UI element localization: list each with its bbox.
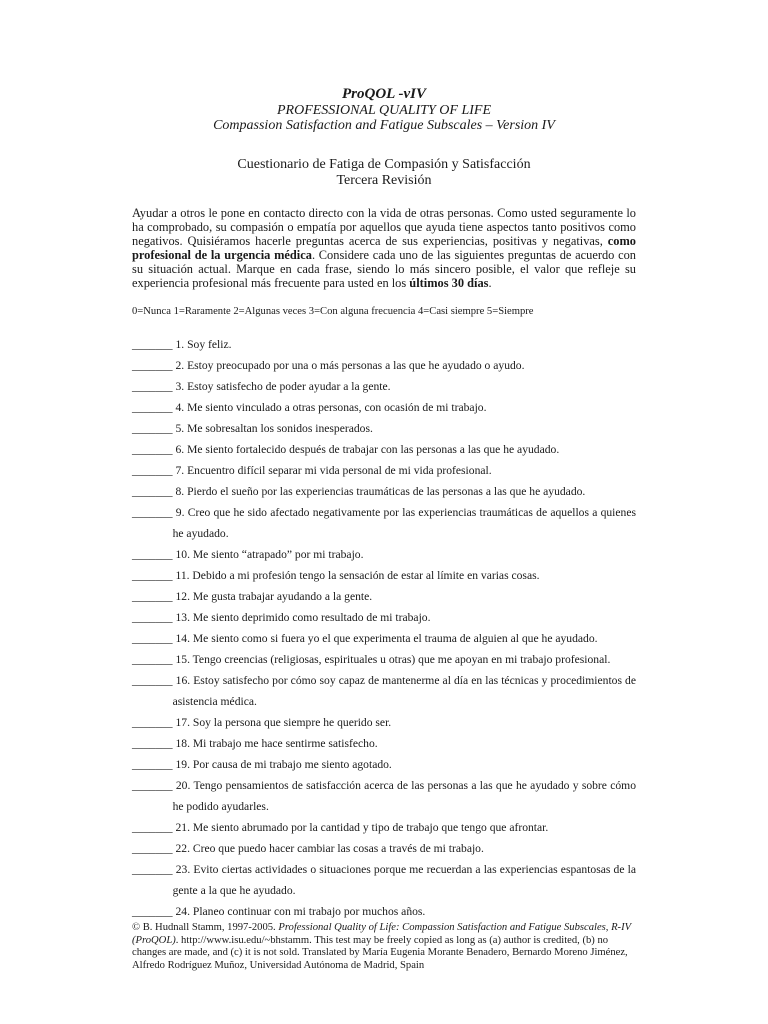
question-text: 10. Me siento “atrapado” por mi trabajo. bbox=[172, 548, 364, 561]
answer-blank[interactable]: _______ bbox=[132, 548, 173, 561]
question-text: 22. Creo que puedo hacer cambiar las cosas a través de mi trabajo. bbox=[172, 842, 484, 855]
spanish-header bbox=[0, 157, 768, 189]
question-text: 21. Me siento abrumado por la cantidad y tipo de trabajo que tengo que afrontar. bbox=[172, 821, 549, 834]
question-item bbox=[132, 838, 636, 859]
answer-blank[interactable]: _______ bbox=[132, 464, 173, 477]
document-subtitle-version: Compassion Satisfaction and Fatigue Subscales – Version IV bbox=[213, 118, 555, 133]
question-item bbox=[132, 586, 636, 607]
question-text: 1. Soy feliz. bbox=[172, 338, 232, 351]
answer-blank[interactable]: _______ bbox=[132, 380, 173, 393]
answer-blank[interactable]: _______ bbox=[132, 590, 173, 603]
answer-blank[interactable]: _______ bbox=[132, 443, 173, 456]
intro-bold-1: como profesional de la urgencia médica bbox=[132, 234, 636, 262]
question-item bbox=[132, 355, 636, 376]
question-text: 23. Evito ciertas actividades o situaciones porque me recuerdan a las experiencias espantosas de la gente a la que he ayudado. bbox=[172, 863, 636, 897]
footer-text-1: © B. Hudnall Stamm, 1997-2005. bbox=[132, 922, 279, 933]
question-text: 13. Me siento deprimido como resultado de mi trabajo. bbox=[172, 611, 431, 624]
document-header bbox=[0, 86, 768, 133]
spanish-title: Cuestionario de Fatiga de Compasión y Satisfacción bbox=[237, 157, 531, 172]
intro-text-3: . bbox=[488, 276, 492, 290]
question-item bbox=[132, 565, 636, 586]
question-item bbox=[132, 754, 636, 775]
question-text: 5. Me sobresaltan los sonidos inesperados. bbox=[172, 422, 373, 435]
question-text: 2. Estoy preocupado por una o más personas a las que he ayudado o ayudo. bbox=[172, 359, 525, 372]
answer-blank[interactable]: _______ bbox=[132, 338, 173, 351]
answer-blank[interactable]: _______ bbox=[132, 401, 173, 414]
answer-blank[interactable]: _______ bbox=[132, 842, 173, 855]
question-text: 8. Pierdo el sueño por las experiencias traumáticas de las personas a las que he ayudado. bbox=[172, 485, 586, 498]
answer-blank[interactable]: _______ bbox=[132, 653, 173, 666]
document-subtitle: PROFESSIONAL QUALITY OF LIFE bbox=[276, 103, 492, 118]
question-text: 12. Me gusta trabajar ayudando a la gente. bbox=[172, 590, 373, 603]
intro-text-1: Ayudar a otros le pone en contacto directo con la vida de otras personas. Como usted seguramente lo ha comprobado, su compasión o empatía por aquellos que ayuda tiene aspectos tanto positivos como negativos. Quisiéramos hacerle preguntas acerca de sus experiencias, positivas y negativas, bbox=[132, 206, 636, 248]
question-item bbox=[132, 628, 636, 649]
question-item bbox=[132, 460, 636, 481]
answer-blank[interactable]: _______ bbox=[132, 779, 173, 792]
question-item bbox=[132, 502, 636, 544]
question-text: 9. Creo que he sido afectado negativamente por las experiencias traumáticas de aquellos a quienes he ayudado. bbox=[172, 506, 636, 540]
question-item bbox=[132, 334, 636, 355]
question-item bbox=[132, 817, 636, 838]
question-text: 17. Soy la persona que siempre he querido ser. bbox=[172, 716, 392, 729]
answer-blank[interactable]: _______ bbox=[132, 485, 173, 498]
intro-paragraph bbox=[132, 206, 636, 290]
question-item bbox=[132, 775, 636, 817]
answer-blank[interactable]: _______ bbox=[132, 905, 173, 918]
question-item bbox=[132, 397, 636, 418]
document-title: ProQOL -vIV bbox=[341, 86, 427, 102]
question-text: 24. Planeo continuar con mi trabajo por muchos años. bbox=[172, 905, 426, 918]
answer-blank[interactable]: _______ bbox=[132, 359, 173, 372]
question-text: 19. Por causa de mi trabajo me siento agotado. bbox=[172, 758, 392, 771]
question-item bbox=[132, 670, 636, 712]
answer-blank[interactable]: _______ bbox=[132, 716, 173, 729]
answer-blank[interactable]: _______ bbox=[132, 632, 173, 645]
question-item bbox=[132, 901, 636, 922]
question-item bbox=[132, 607, 636, 628]
question-item bbox=[132, 376, 636, 397]
question-text: 11. Debido a mi profesión tengo la sensación de estar al límite en varias cosas. bbox=[172, 569, 540, 582]
answer-blank[interactable]: _______ bbox=[132, 863, 173, 876]
question-item bbox=[132, 649, 636, 670]
answer-blank[interactable]: _______ bbox=[132, 569, 173, 582]
intro-text-2: . Considere cada uno de las siguientes preguntas de acuerdo con su situación actual. Marque en cada frase, siendo lo más sincero posible, el valor que refleje su experiencia profesional más frecuente para usted en los bbox=[132, 248, 637, 290]
answer-blank[interactable]: _______ bbox=[132, 422, 173, 435]
answer-blank[interactable]: _______ bbox=[132, 737, 173, 750]
intro-bold-2: últimos 30 días bbox=[409, 276, 489, 290]
answer-blank[interactable]: _______ bbox=[132, 758, 173, 771]
answer-blank[interactable]: _______ bbox=[132, 674, 173, 687]
question-item bbox=[132, 544, 636, 565]
rating-scale: 0=Nunca 1=Raramente 2=Algunas veces 3=Con alguna frecuencia 4=Casi siempre 5=Siempre bbox=[132, 306, 534, 317]
footer-italic: Professional Quality of Life: Compassion Satisfaction and Fatigue Subscales, R-IV (ProQOL) bbox=[132, 922, 631, 946]
question-item bbox=[132, 481, 636, 502]
footer-text-2: . http://www.isu.edu/~bhstamm. This test may be freely copied as long as (a) author is credited, (b) no changes are made, and (c) it is not sold. Translated by María Eugenia Morante Benadero, Bernardo Moreno Jiménez, Alfredo Rodríguez Muñoz, Universidad Autónoma de Madrid, Spain bbox=[132, 934, 628, 971]
answer-blank[interactable]: _______ bbox=[132, 821, 173, 834]
spanish-revision: Tercera Revisión bbox=[336, 173, 432, 188]
copyright-footer bbox=[132, 922, 636, 972]
question-text: 15. Tengo creencias (religiosas, espirituales u otras) que me apoyan en mi trabajo profesional. bbox=[172, 653, 611, 666]
question-item bbox=[132, 439, 636, 460]
question-text: 14. Me siento como si fuera yo el que experimenta el trauma de alguien al que he ayudado. bbox=[172, 632, 598, 645]
question-text: 16. Estoy satisfecho por cómo soy capaz de mantenerme al día en las técnicas y procedimientos de asistencia médica. bbox=[172, 674, 636, 708]
question-list bbox=[132, 334, 636, 922]
answer-blank[interactable]: _______ bbox=[132, 611, 173, 624]
question-text: 3. Estoy satisfecho de poder ayudar a la gente. bbox=[172, 380, 391, 393]
question-item bbox=[132, 712, 636, 733]
question-item bbox=[132, 733, 636, 754]
question-text: 7. Encuentro difícil separar mi vida personal de mi vida profesional. bbox=[172, 464, 492, 477]
question-text: 4. Me siento vinculado a otras personas, con ocasión de mi trabajo. bbox=[172, 401, 487, 414]
question-text: 18. Mi trabajo me hace sentirme satisfecho. bbox=[172, 737, 378, 750]
question-item bbox=[132, 418, 636, 439]
answer-blank[interactable]: _______ bbox=[132, 506, 173, 519]
question-item bbox=[132, 859, 636, 901]
question-text: 6. Me siento fortalecido después de trabajar con las personas a las que he ayudado. bbox=[172, 443, 560, 456]
question-text: 20. Tengo pensamientos de satisfacción acerca de las personas a las que he ayudado y sobre cómo he podido ayudarles. bbox=[172, 779, 636, 813]
